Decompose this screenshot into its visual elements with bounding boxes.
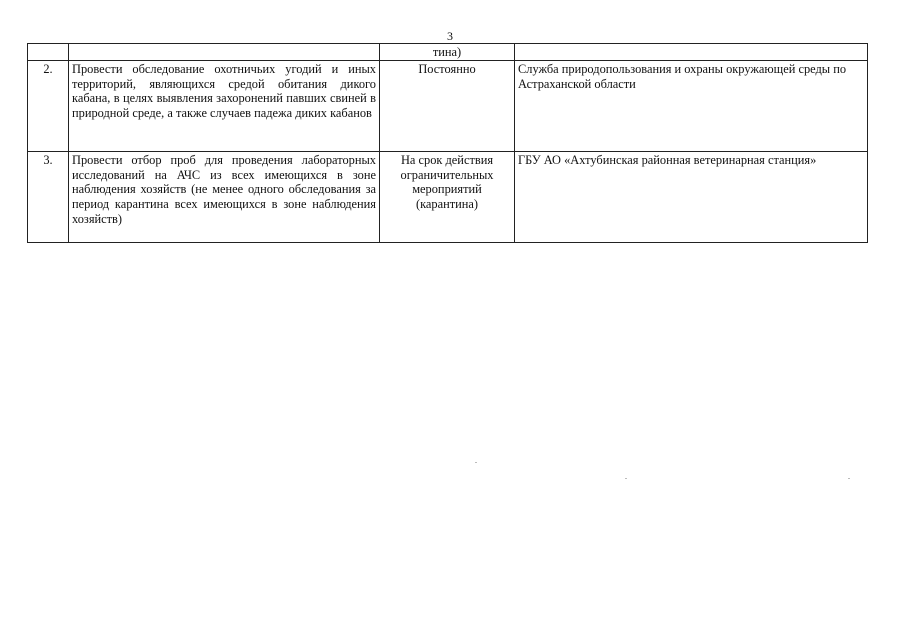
cell-term: На срок действия ограничительных мероприятий (карантина) — [380, 151, 515, 242]
cell-term: Постоянно — [380, 60, 515, 151]
page-number: 3 — [447, 29, 453, 43]
cell-number: 3. — [28, 151, 69, 242]
table-row — [28, 151, 868, 242]
cell-executor: Служба природопользования и охраны окружающей среды по Астраханской области — [515, 60, 868, 151]
scan-speck — [848, 478, 850, 479]
table-row — [28, 60, 868, 151]
cell-task — [69, 44, 380, 61]
cell-executor — [515, 44, 868, 61]
cell-number — [28, 44, 69, 61]
cell-number: 2. — [28, 60, 69, 151]
scan-speck — [625, 478, 627, 479]
table-row-continuation — [28, 44, 868, 61]
scan-speck — [475, 462, 477, 463]
cell-task: Провести отбор проб для проведения лабораторных исследований на АЧС из всех имеющихся в зоне наблюдения хозяйств (не менее одного обследования за период карантина всех имеющихся в зоне наблюдения хозяйств) — [69, 151, 380, 242]
cell-executor: ГБУ АО «Ахтубинская районная ветеринарная станция» — [515, 151, 868, 242]
measures-table — [27, 43, 868, 243]
cell-task: Провести обследование охотничьих угодий и иных территорий, являющихся средой обитания дикого кабана, в целях выявления захоронений павших свиней в природной среде, а также случаев падежа диких кабанов — [69, 60, 380, 151]
cell-term: тина) — [380, 44, 515, 61]
